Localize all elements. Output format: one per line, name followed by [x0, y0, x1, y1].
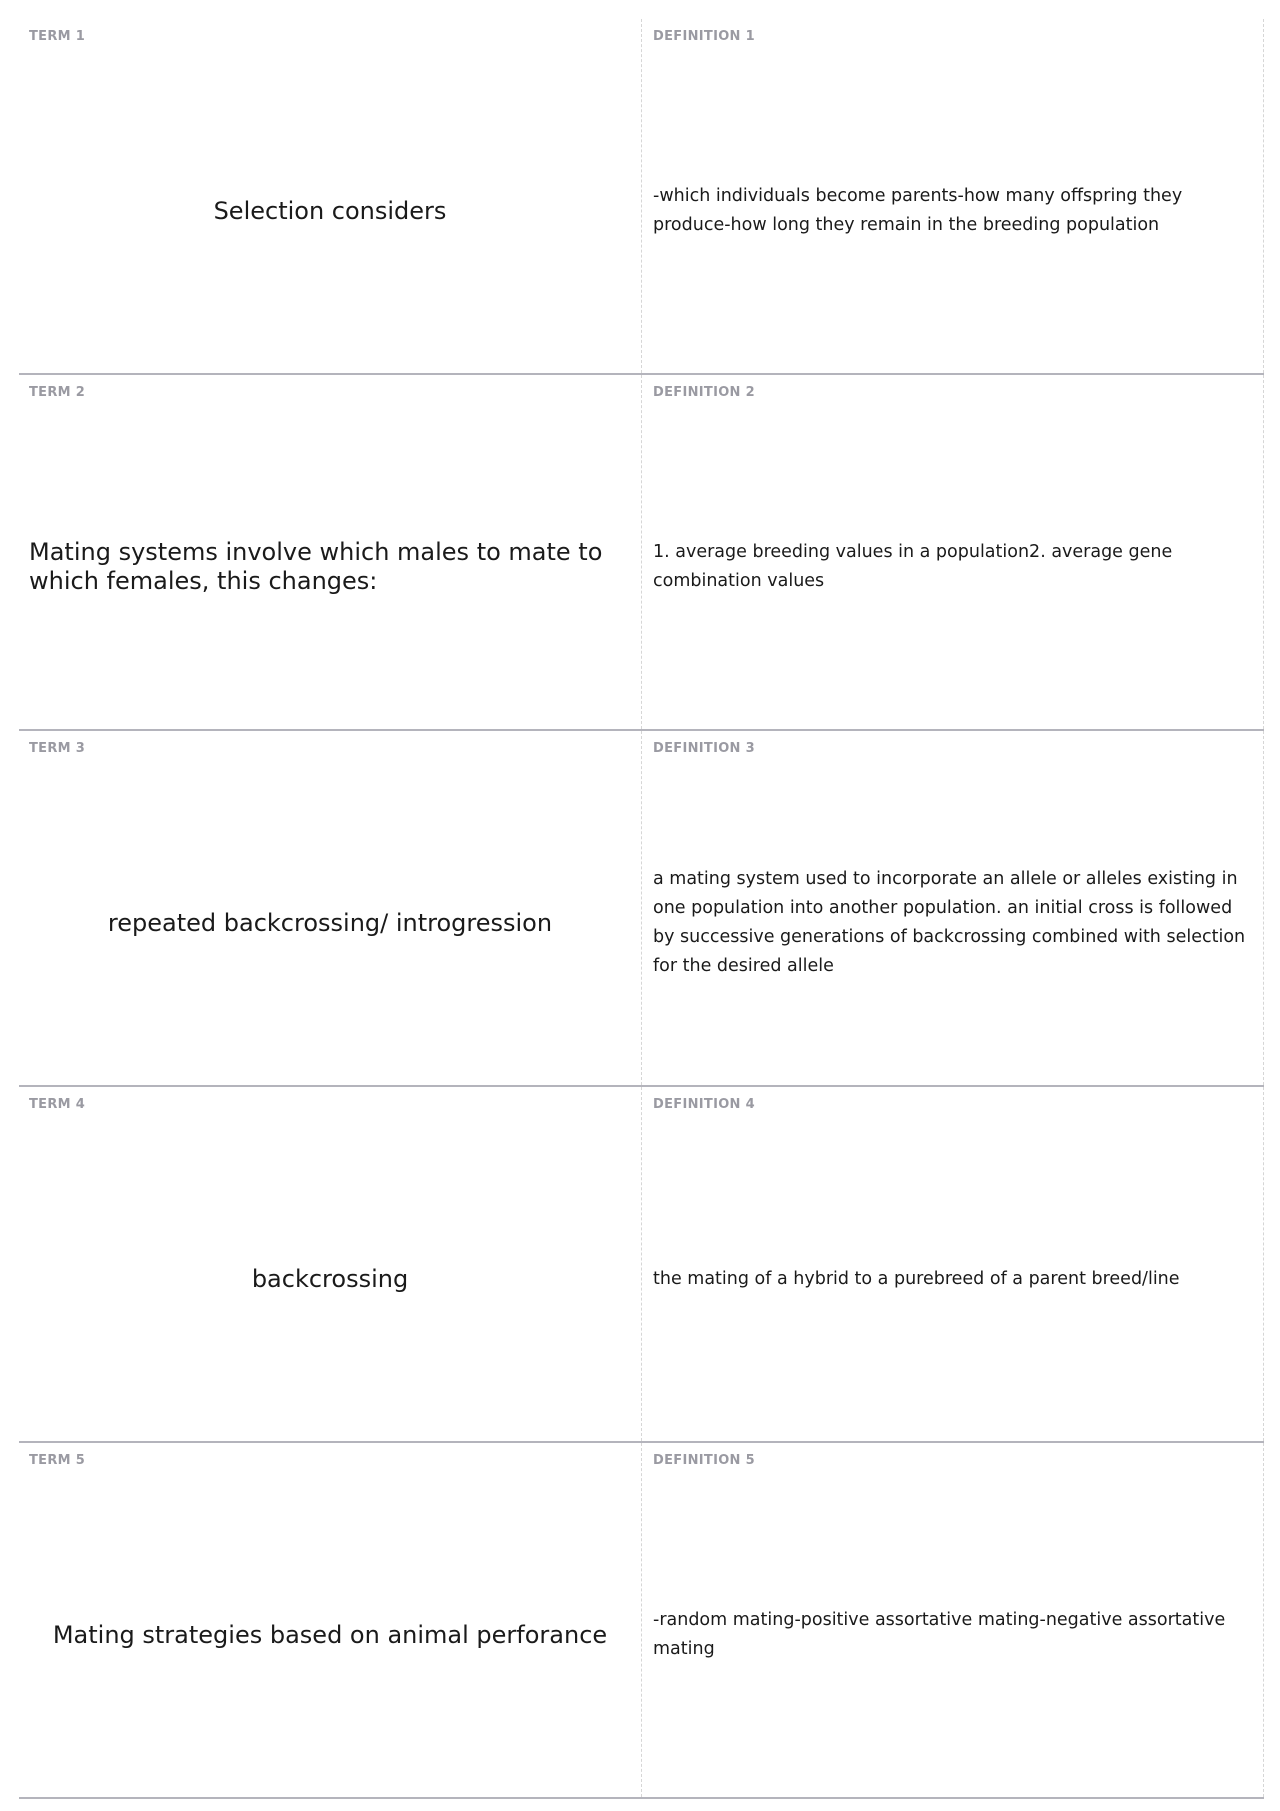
definition-cell [642, 1443, 1264, 1797]
card-row [19, 1443, 1264, 1799]
term-cell [19, 731, 642, 1085]
term-label: TERM 3 [29, 741, 86, 756]
definition-cell [642, 19, 1264, 373]
definition-text: the mating of a hybrid to a purebreed of a parent breed/line [653, 1268, 1180, 1289]
term-label: TERM 4 [29, 1097, 86, 1112]
term-text: Mating systems involve which males to mate to which females, this changes: [29, 538, 603, 595]
card-row [19, 19, 1264, 375]
term-text: Selection considers [213, 196, 447, 225]
term-cell [19, 1087, 642, 1441]
definition-cell [642, 731, 1264, 1085]
card-row [19, 375, 1264, 731]
card-row [19, 731, 1264, 1087]
card-row [19, 1087, 1264, 1443]
term-text: backcrossing [251, 1264, 409, 1293]
definition-label: DEFINITION 1 [653, 29, 755, 44]
term-cell [19, 1443, 642, 1797]
term-label: TERM 2 [29, 385, 86, 400]
definition-label: DEFINITION 3 [653, 741, 755, 756]
definition-text: -random mating-positive assortative mating-negative assortative mating [653, 1610, 1226, 1659]
term-cell [19, 19, 642, 373]
definition-label: DEFINITION 2 [653, 385, 755, 400]
definition-text: -which individuals become parents-how many offspring they produce-how long they remain in the breeding population [653, 186, 1183, 235]
term-text: Mating strategies based on animal perforance [52, 1620, 608, 1649]
definition-cell [642, 1087, 1264, 1441]
term-cell [19, 375, 642, 729]
term-label: TERM 5 [29, 1453, 86, 1468]
definition-label: DEFINITION 4 [653, 1097, 755, 1112]
term-label: TERM 1 [29, 29, 86, 44]
term-text: repeated backcrossing/ introgression [107, 908, 553, 937]
definition-text: a mating system used to incorporate an allele or alleles existing in one population into another population. an initial cross is followed by successive generations of backcrossing combined with selection for the desired allele [653, 869, 1246, 976]
flashcard-sheet [19, 19, 1264, 1799]
definition-label: DEFINITION 5 [653, 1453, 755, 1468]
definition-text: 1. average breeding values in a population2. average gene combination values [653, 542, 1173, 591]
definition-cell [642, 375, 1264, 729]
